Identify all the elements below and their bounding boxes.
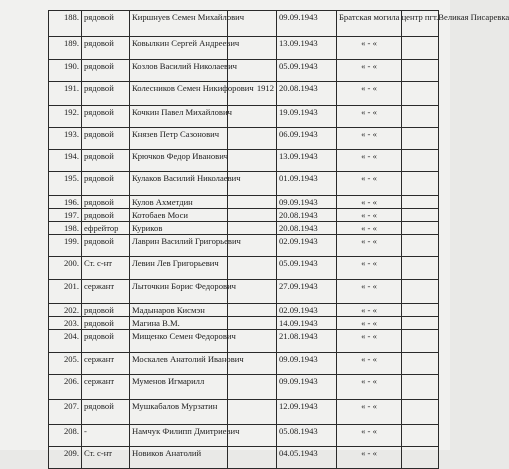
burial-place-cell: « - « <box>337 222 402 235</box>
burial-place-cell: « - « <box>337 196 402 209</box>
burial-place-cell: « - « <box>337 330 402 353</box>
table-row <box>49 209 439 222</box>
table-row <box>49 128 439 150</box>
table-row <box>49 304 439 317</box>
name-cell: Мадынаров Кисмэн <box>130 304 228 317</box>
rank-cell: рядовой <box>82 400 130 425</box>
burial-place-cell: « - « <box>337 37 402 60</box>
rank-cell: рядовой <box>82 172 130 196</box>
death-date-cell: 20.08.1943 <box>277 209 337 222</box>
birth-year-cell <box>228 209 277 222</box>
row-number: 198. <box>49 222 82 235</box>
name-cell: Козлов Василий Николаевич <box>130 60 228 82</box>
name-cell: Котобаев Моси <box>130 209 228 222</box>
name-cell: Кулаков Василий Николаевич <box>130 172 228 196</box>
death-date-cell: 01.09.1943 <box>277 172 337 196</box>
table-row <box>49 425 439 447</box>
death-date-cell: 20.08.1943 <box>277 82 337 106</box>
name-cell: Лыточкин Борис Федорович <box>130 280 228 304</box>
rank-cell: рядовой <box>82 330 130 353</box>
row-number: 189. <box>49 37 82 60</box>
row-number: 188. <box>49 11 82 37</box>
birth-year-cell <box>228 257 277 280</box>
table-row <box>49 150 439 172</box>
burial-place-cell: « - « <box>337 317 402 330</box>
row-number: 195. <box>49 172 82 196</box>
name-cell: Кочкин Павел Михайлович <box>130 106 228 128</box>
birth-year-cell <box>228 106 277 128</box>
blank-cell <box>402 353 439 375</box>
blank-cell <box>402 304 439 317</box>
rank-cell: Ст. с-нт <box>82 447 130 469</box>
row-number: 191. <box>49 82 82 106</box>
burial-place-cell: « - « <box>337 209 402 222</box>
name-cell: Мушкабалов Мурзатин <box>130 400 228 425</box>
row-number: 190. <box>49 60 82 82</box>
blank-cell <box>402 150 439 172</box>
name-cell: Муменов Игмарилл <box>130 375 228 400</box>
blank-cell <box>402 172 439 196</box>
rank-cell: рядовой <box>82 128 130 150</box>
birth-year-cell: 1912 <box>228 82 277 106</box>
rank-cell: рядовой <box>82 150 130 172</box>
blank-cell <box>402 128 439 150</box>
row-number: 209. <box>49 447 82 469</box>
table-row <box>49 196 439 209</box>
name-cell: Киршнуев Семен Михайлович <box>130 11 228 37</box>
blank-cell <box>402 209 439 222</box>
death-date-cell: 14.09.1943 <box>277 317 337 330</box>
blank-cell <box>402 257 439 280</box>
burial-place-cell: « - « <box>337 425 402 447</box>
name-cell: Кулов Ахметдин <box>130 196 228 209</box>
table-row <box>49 172 439 196</box>
rank-cell: рядовой <box>82 304 130 317</box>
birth-year-cell <box>228 128 277 150</box>
burial-place-cell: « - « <box>337 235 402 257</box>
rank-cell: рядовой <box>82 82 130 106</box>
death-date-cell: 06.09.1943 <box>277 128 337 150</box>
rank-cell: рядовой <box>82 11 130 37</box>
death-date-cell: 02.09.1943 <box>277 304 337 317</box>
death-date-cell: 05.08.1943 <box>277 425 337 447</box>
row-number: 201. <box>49 280 82 304</box>
name-cell: Куриков <box>130 222 228 235</box>
name-cell: Новиков Анатолий <box>130 447 228 469</box>
table-row <box>49 82 439 106</box>
blank-cell <box>402 317 439 330</box>
birth-year-cell <box>228 447 277 469</box>
death-date-cell: 19.09.1943 <box>277 106 337 128</box>
blank-cell <box>402 330 439 353</box>
rank-cell: Ст. с-нт <box>82 257 130 280</box>
row-number: 192. <box>49 106 82 128</box>
rank-cell: рядовой <box>82 196 130 209</box>
blank-cell <box>402 235 439 257</box>
burial-place-cell: « - « <box>337 400 402 425</box>
blank-cell <box>402 222 439 235</box>
table-row <box>49 330 439 353</box>
table-row <box>49 106 439 128</box>
name-cell: Ковылкин Сергей Андреевич <box>130 37 228 60</box>
rank-cell: сержант <box>82 375 130 400</box>
row-number: 199. <box>49 235 82 257</box>
rank-cell: ефрейтор <box>82 222 130 235</box>
table-row <box>49 375 439 400</box>
death-date-cell: 09.09.1943 <box>277 353 337 375</box>
row-number: 204. <box>49 330 82 353</box>
row-number: 205. <box>49 353 82 375</box>
row-number: 194. <box>49 150 82 172</box>
death-date-cell: 21.08.1943 <box>277 330 337 353</box>
rank-cell: рядовой <box>82 37 130 60</box>
row-number: 206. <box>49 375 82 400</box>
blank-cell <box>402 82 439 106</box>
rank-cell: сержант <box>82 280 130 304</box>
table-row <box>49 235 439 257</box>
name-cell: Магина В.М. <box>130 317 228 330</box>
birth-year-cell <box>228 400 277 425</box>
birth-year-cell <box>228 150 277 172</box>
row-number: 193. <box>49 128 82 150</box>
burial-place-cell: « - « <box>337 353 402 375</box>
death-date-cell: 05.09.1943 <box>277 257 337 280</box>
name-cell: Мищенко Семен Федорович <box>130 330 228 353</box>
death-date-cell: 13.09.1943 <box>277 150 337 172</box>
burial-place-cell: Братская могила центр пгт.Великая Писаревка <box>337 11 402 37</box>
name-cell: Лаврин Василий Григорьевич <box>130 235 228 257</box>
blank-cell <box>402 280 439 304</box>
death-date-cell: 12.09.1943 <box>277 400 337 425</box>
blank-cell <box>402 375 439 400</box>
birth-year-cell <box>228 317 277 330</box>
row-number: 208. <box>49 425 82 447</box>
death-date-cell: 13.09.1943 <box>277 37 337 60</box>
row-number: 196. <box>49 196 82 209</box>
table-row <box>49 37 439 60</box>
row-number: 207. <box>49 400 82 425</box>
blank-cell <box>402 425 439 447</box>
burial-place-cell: « - « <box>337 60 402 82</box>
burial-place-cell: « - « <box>337 447 402 469</box>
blank-cell <box>402 447 439 469</box>
burial-place-cell: « - « <box>337 375 402 400</box>
rank-cell: сержант <box>82 353 130 375</box>
burial-place-cell: « - « <box>337 128 402 150</box>
burial-place-cell: « - « <box>337 172 402 196</box>
birth-year-cell <box>228 375 277 400</box>
death-date-cell: 05.09.1943 <box>277 60 337 82</box>
row-number: 203. <box>49 317 82 330</box>
burial-place-cell: « - « <box>337 304 402 317</box>
table-row <box>49 447 439 469</box>
burial-place-cell: « - « <box>337 106 402 128</box>
name-cell: Левин Лев Григорьевич <box>130 257 228 280</box>
blank-cell <box>402 37 439 60</box>
rank-cell: рядовой <box>82 317 130 330</box>
name-cell: Москалев Анатолий Иванович <box>130 353 228 375</box>
name-cell: Колесников Семен Никифорович <box>130 82 228 106</box>
row-number: 202. <box>49 304 82 317</box>
blank-cell <box>402 196 439 209</box>
row-number: 200. <box>49 257 82 280</box>
death-date-cell: 20.08.1943 <box>277 222 337 235</box>
blank-cell <box>402 60 439 82</box>
death-date-cell: 02.09.1943 <box>277 235 337 257</box>
rank-cell: рядовой <box>82 209 130 222</box>
blank-cell <box>402 106 439 128</box>
rank-cell: рядовой <box>82 106 130 128</box>
name-cell: Крючков Федор Иванович <box>130 150 228 172</box>
birth-year-cell <box>228 196 277 209</box>
table-row <box>49 222 439 235</box>
burial-place-cell: « - « <box>337 150 402 172</box>
birth-year-cell <box>228 222 277 235</box>
row-number: 197. <box>49 209 82 222</box>
rank-cell: - <box>82 425 130 447</box>
death-date-cell: 04.05.1943 <box>277 447 337 469</box>
burial-place-cell: « - « <box>337 82 402 106</box>
table-row <box>49 60 439 82</box>
burial-place-cell: « - « <box>337 257 402 280</box>
death-date-cell: 09.09.1943 <box>277 196 337 209</box>
burial-register-table <box>48 10 509 469</box>
death-date-cell: 27.09.1943 <box>277 280 337 304</box>
table-row <box>49 11 439 37</box>
birth-year-cell <box>228 304 277 317</box>
burial-place-cell: « - « <box>337 280 402 304</box>
table-row <box>49 280 439 304</box>
death-date-cell: 09.09.1943 <box>277 11 337 37</box>
table-row <box>49 257 439 280</box>
death-date-cell: 09.09.1943 <box>277 375 337 400</box>
table-row <box>49 353 439 375</box>
table-row <box>49 317 439 330</box>
name-cell: Князев Петр Сазонович <box>130 128 228 150</box>
blank-cell <box>402 400 439 425</box>
rank-cell: рядовой <box>82 235 130 257</box>
table-row <box>49 400 439 425</box>
rank-cell: рядовой <box>82 60 130 82</box>
name-cell: Намчук Филипп Дмитриевич <box>130 425 228 447</box>
